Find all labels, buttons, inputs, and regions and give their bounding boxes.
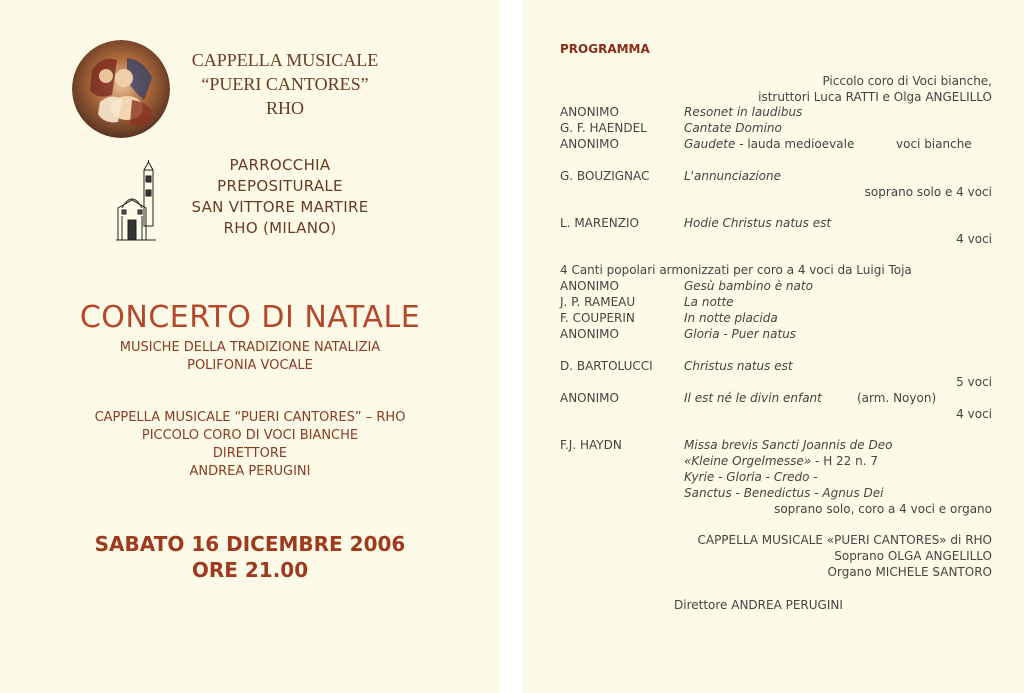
choir-name-line-2: “PUERI CANTORES” bbox=[201, 74, 369, 94]
canti-heading: 4 Canti popolari armonizzati per coro a 4 voci da Luigi Toja bbox=[560, 263, 912, 277]
piece-voices: voci bianche bbox=[896, 137, 972, 151]
piece-title: Sanctus - Benedictus - Agnus Dei bbox=[684, 486, 884, 500]
piece-voices: 5 voci bbox=[956, 375, 992, 389]
piece-voices: 4 voci bbox=[956, 407, 992, 421]
piece-voices: soprano solo e 4 voci bbox=[864, 185, 992, 199]
piece-title: Cantate Domino bbox=[684, 121, 782, 135]
piece-note: (arm. Noyon) bbox=[857, 391, 937, 405]
piece-voices: 4 voci bbox=[956, 232, 992, 246]
intro-line-2: istruttori Luca RATTI e Olga ANGELILLO bbox=[758, 90, 992, 104]
canto-composer: F. COUPERIN bbox=[560, 311, 635, 325]
piece-note: - H 22 n. 7 bbox=[815, 454, 878, 468]
piece-composer: F.J. HAYDN bbox=[560, 438, 622, 452]
choir-name-line-3: RHO bbox=[265, 98, 304, 118]
piece-title: Kyrie - Gloria - Credo - bbox=[684, 470, 818, 484]
church-drawing-image bbox=[116, 160, 160, 242]
performer-line-3: DIRETTORE bbox=[212, 446, 288, 461]
piece-title: Missa brevis Sancti Joannis de Deo bbox=[684, 438, 893, 452]
piece-composer: ANONIMO bbox=[560, 391, 619, 405]
credit-line-1: CAPPELLA MUSICALE «PUERI CANTORES» di RHO bbox=[697, 533, 992, 547]
concert-subtitle-2: POLIFONIA VOCALE bbox=[187, 358, 313, 373]
concert-subtitle-1: MUSICHE DELLA TRADIZIONE NATALIZIA bbox=[119, 340, 381, 355]
performer-line-1: CAPPELLA MUSICALE “PUERI CANTORES” – RHO bbox=[94, 410, 406, 425]
canto-title: La notte bbox=[684, 295, 734, 309]
canto-composer: ANONIMO bbox=[560, 327, 619, 341]
piece-title: Christus natus est bbox=[684, 359, 793, 373]
parish-line-4: RHO (MILANO) bbox=[223, 219, 337, 237]
program-heading: PROGRAMMA bbox=[560, 42, 650, 56]
performer-line-4: ANDREA PERUGINI bbox=[189, 464, 311, 479]
parish-line-1: PARROCCHIA bbox=[229, 156, 331, 174]
canto-composer: J. P. RAMEAU bbox=[560, 295, 636, 309]
piece-title bbox=[684, 137, 854, 151]
piece-composer: G. BOUZIGNAC bbox=[560, 169, 650, 183]
intro-line-1: Piccolo coro di Voci bianche, bbox=[822, 74, 992, 88]
piece-composer: D. BARTOLUCCI bbox=[560, 359, 653, 373]
cover-page bbox=[0, 0, 500, 693]
canto-title: In notte placida bbox=[684, 311, 778, 325]
director-line: Direttore ANDREA PERUGINI bbox=[674, 598, 843, 612]
madonna-painting-image bbox=[72, 40, 170, 138]
choir-name-line-1: CAPPELLA MUSICALE bbox=[191, 50, 379, 70]
piece-note: - lauda medioevale bbox=[739, 137, 855, 151]
canto-title: Gesù bambino è nato bbox=[684, 279, 813, 293]
parish-line-2: PREPOSITURALE bbox=[217, 177, 343, 195]
program-page bbox=[522, 0, 1024, 693]
piece-title-text: Gaudete bbox=[684, 137, 736, 151]
piece-title: L'annunciazione bbox=[684, 169, 782, 183]
concert-time: ORE 21.00 bbox=[191, 558, 309, 582]
parish-line-3: SAN VITTORE MARTIRE bbox=[191, 198, 369, 216]
canto-composer: ANONIMO bbox=[560, 279, 619, 293]
piece-voices: soprano solo, coro a 4 voci e organo bbox=[774, 502, 992, 516]
piece-title: Resonet in laudibus bbox=[684, 105, 803, 119]
concert-date: SABATO 16 DICEMBRE 2006 bbox=[94, 532, 406, 556]
piece-title bbox=[684, 454, 878, 468]
concert-title: CONCERTO DI NATALE bbox=[79, 300, 421, 335]
page-gutter bbox=[500, 0, 522, 693]
credit-line-3: Organo MICHELE SANTORO bbox=[827, 565, 992, 579]
piece-composer: ANONIMO bbox=[560, 137, 619, 151]
performer-line-2: PICCOLO CORO DI VOCI BIANCHE bbox=[141, 428, 359, 443]
piece-title: Il est né le divin enfant bbox=[684, 391, 822, 405]
credit-line-2: Soprano OLGA ANGELILLO bbox=[834, 549, 992, 563]
piece-composer: L. MARENZIO bbox=[560, 216, 639, 230]
canto-title: Gloria - Puer natus bbox=[684, 327, 797, 341]
piece-composer: G. F. HAENDEL bbox=[560, 121, 647, 135]
piece-title: Hodie Christus natus est bbox=[684, 216, 832, 230]
piece-composer: ANONIMO bbox=[560, 105, 619, 119]
piece-title-text: «Kleine Orgelmesse» bbox=[684, 454, 812, 468]
